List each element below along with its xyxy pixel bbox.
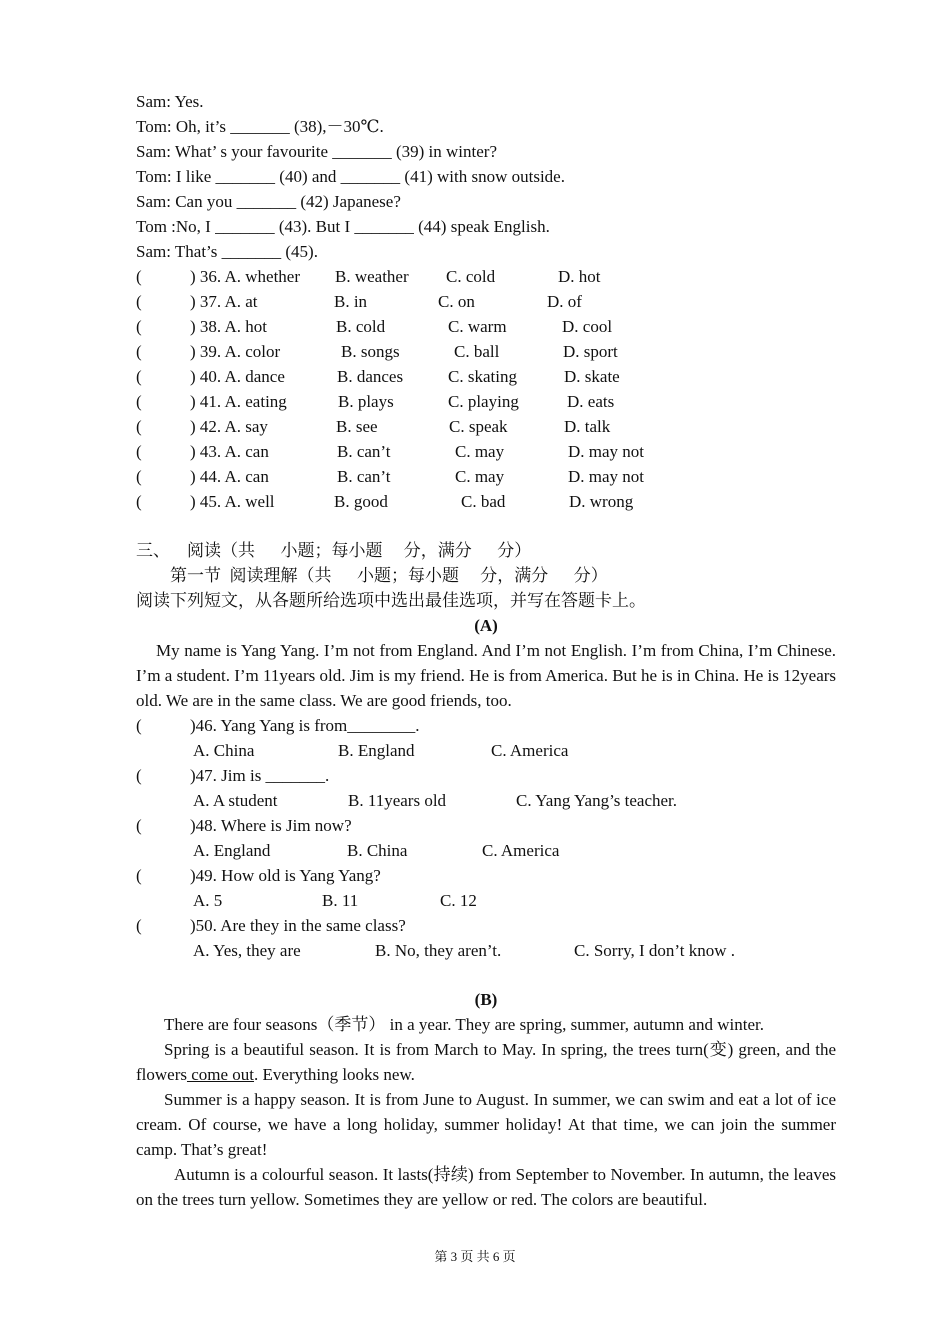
answer-paren: ( [136,417,142,436]
option-b: B. 11years old [348,791,447,810]
option-d: D. hot [558,267,601,286]
option-c: C. 12 [440,891,477,910]
question-stem: )47. Jim is _______. [190,766,330,785]
option-d: D. wrong [569,492,634,511]
option-b: B. No, they aren’t. [375,941,502,960]
option-a: A. 5 [193,891,223,910]
question-stem: )48. Where is Jim now? [190,816,352,835]
dialogue-line: Tom :No, I _______ (43). But I _______ (44) speak English. [136,217,550,236]
question-stem: )46. Yang Yang is from________. [190,716,420,735]
option-c: C. may [455,467,505,486]
option-b: B. China [347,841,408,860]
question-stem: )50. Are they in the same class? [190,916,406,935]
option-c: C. skating [448,367,517,386]
dialogue-line: Tom: I like _______ (40) and _______ (41) with snow outside. [136,167,565,186]
answer-paren: ( [136,716,142,735]
answer-paren: ( [136,367,142,386]
option-c: C. may [455,442,505,461]
option-c: C. America [482,841,560,860]
option-d: D. may not [568,442,645,461]
option-c: C. bad [461,492,506,511]
option-a: ) 42. A. say [190,417,268,436]
option-a: ) 41. A. eating [190,392,287,411]
paragraph-text: . Everything looks new. [254,1065,415,1084]
option-c: C. cold [446,267,496,286]
question-stem: )49. How old is Yang Yang? [190,866,381,885]
option-c: C. on [438,292,475,311]
option-d: D. sport [563,342,618,361]
option-a: A. England [193,841,271,860]
option-d: D. eats [567,392,615,411]
dialogue-line: Sam: What’ s your favourite _______ (39) in winter? [136,142,498,161]
option-b: B. plays [338,392,394,411]
passage-b-paragraph [136,1037,836,1087]
option-a: ) 37. A. at [190,292,258,311]
option-a: ) 44. A. can [190,467,269,486]
option-d: D. talk [564,417,611,436]
answer-paren: ( [136,467,142,486]
option-a: ) 39. A. color [190,342,281,361]
answer-paren: ( [136,916,142,935]
option-b: B. 11 [322,891,359,910]
answer-paren: ( [136,392,142,411]
option-b: B. can’t [337,467,391,486]
option-d: D. skate [564,367,620,386]
instruction: 阅读下列短文，从各题所给选项中选出最佳选项，并写在答题卡上。 [136,591,646,610]
answer-paren: ( [136,816,142,835]
page-number: 第 3 页 共 6 页 [434,1249,516,1264]
answer-paren: ( [136,866,142,885]
answer-paren: ( [136,342,142,361]
passage-a-label: (A) [474,616,498,635]
option-a: A. China [193,741,255,760]
option-b: B. in [334,292,368,311]
dialogue-line: Sam: Yes. [136,92,204,111]
answer-paren: ( [136,492,142,511]
option-b: B. songs [341,342,400,361]
option-d: D. may not [568,467,645,486]
passage-b-paragraph: Summer is a happy season. It is from June to August. In summer, we can swim and eat a lot of ice cream. Of course, we have a long holiday, summer holiday! At that time, we can join the summer camp. That’s great! [136,1090,836,1159]
option-b: B. good [334,492,388,511]
dialogue-line: Sam: Can you _______ (42) Japanese? [136,192,401,211]
dialogue-line: Tom: Oh, it’s _______ (38),－30℃. [136,117,384,136]
answer-paren: ( [136,442,142,461]
answer-paren: ( [136,292,142,311]
option-c: C. America [491,741,569,760]
option-a: ) 36. A. whether [190,267,301,286]
option-d: D. of [547,292,582,311]
option-b: B. weather [335,267,409,286]
option-a: ) 43. A. can [190,442,269,461]
answer-paren: ( [136,317,142,336]
option-b: B. cold [336,317,386,336]
section-heading: 三、 阅读（共 小题；每小题 分，满分 分） [136,541,532,560]
option-a: ) 38. A. hot [190,317,267,336]
option-b: B. dances [337,367,404,386]
answer-paren: ( [136,766,142,785]
option-c: C. Sorry, I don’t know . [574,941,736,960]
option-b: B. England [338,741,415,760]
option-c: C. warm [448,317,507,336]
underlined-phrase: come out [186,1065,255,1084]
answer-paren: ( [136,267,142,286]
option-a: A. Yes, they are [193,941,301,960]
paragraph-text: Spring is a beautiful season. It is from March to May. In spring, the trees turn(变) green, and the flowers [136,1040,836,1084]
passage-b-paragraph: Autumn is a colourful season. It lasts(持续) from September to November. In autumn, the leaves on the trees turn yellow. Sometimes they are yellow or red. The colors are beautiful. [136,1165,836,1209]
option-d: D. cool [562,317,613,336]
option-c: C. ball [454,342,500,361]
passage-b-paragraph: There are four seasons（季节） in a year. They are spring, summer, autumn and winter. [164,1015,764,1034]
dialogue-line: Sam: That’s _______ (45). [136,242,318,261]
option-a: ) 40. A. dance [190,367,285,386]
option-b: B. can’t [337,442,391,461]
passage-b-label: (B) [474,990,498,1009]
subsection-heading: 第一节 阅读理解（共 小题；每小题 分，满分 分） [170,566,608,585]
option-c: C. speak [449,417,508,436]
option-b: B. see [336,417,378,436]
option-c: C. playing [448,392,519,411]
passage-a-text: My name is Yang Yang. I’m not from England. And I’m not English. I’m from China, I’m Chinese. I’m a student. I’m 11years old. Jim is my friend. He is from America. But he is in China. He is 12years old. We are in the same class. We are good friends, too. [136,641,837,710]
option-c: C. Yang Yang’s teacher. [516,791,678,810]
option-a: ) 45. A. well [190,492,275,511]
option-a: A. A student [193,791,278,810]
